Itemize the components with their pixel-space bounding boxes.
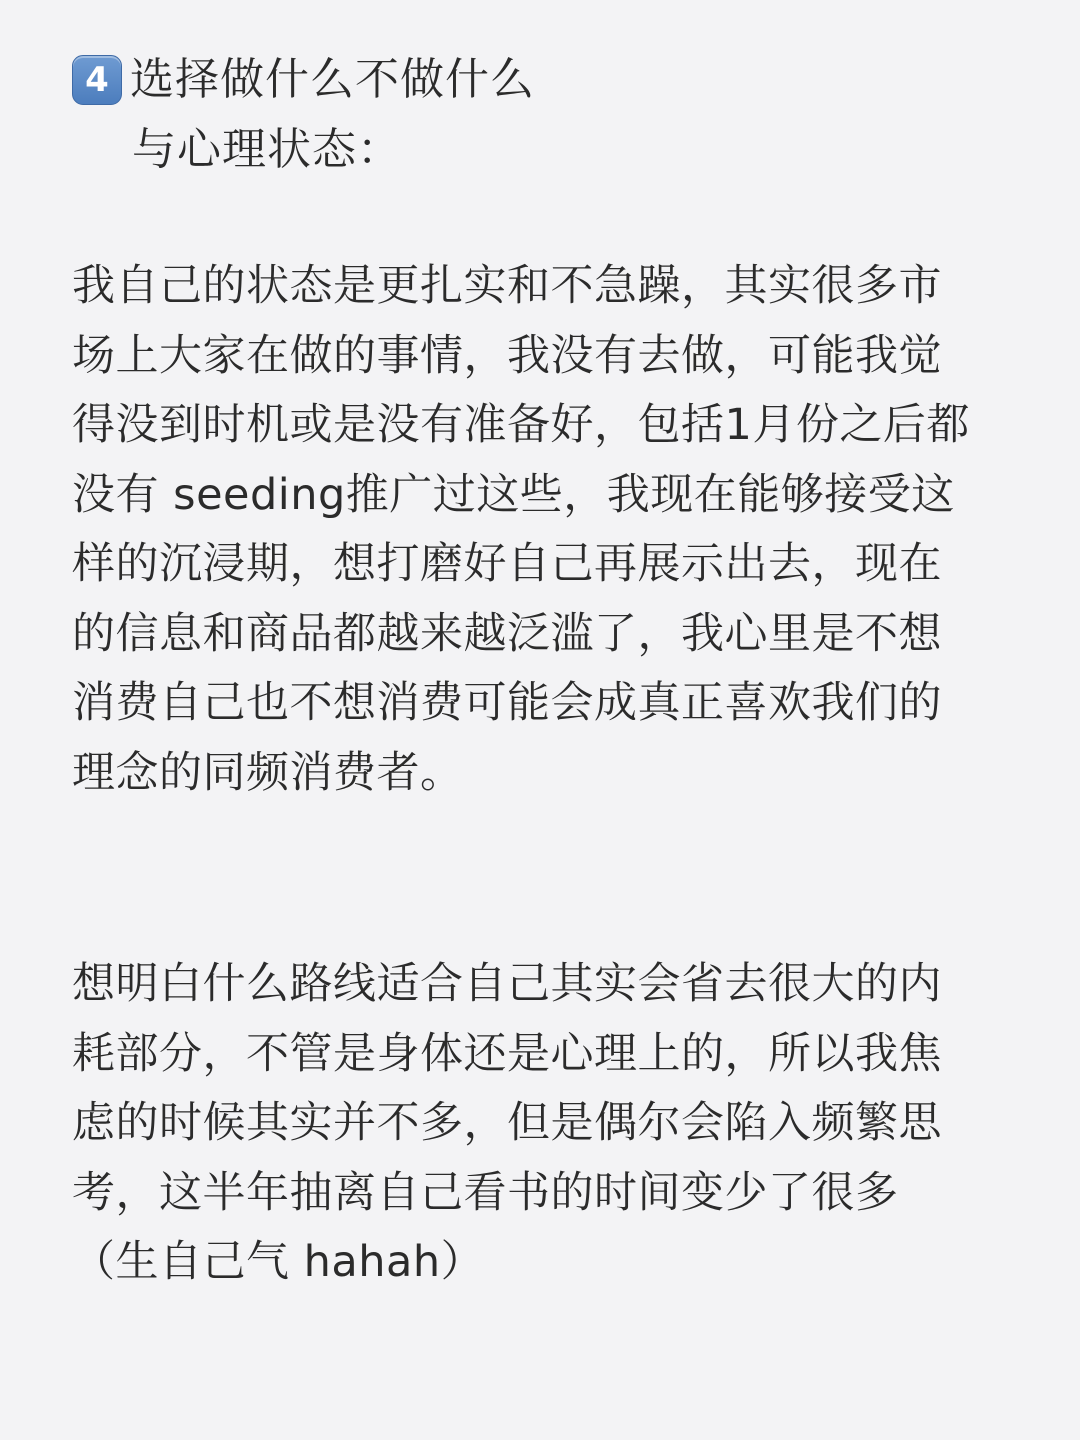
section-title: 选择做什么不做什么 [130,54,535,105]
section-heading [72,50,535,110]
keycap-number: 4 [85,60,109,100]
number-four-keycap-icon [72,55,122,105]
section-subtitle: 与心理状态： [132,124,402,175]
body-paragraph-1: 我自己的状态是更扎实和不急躁，其实很多市场上大家在做的事情，我没有去做，可能我觉得没到时机或是没有准备好，包括1月份之后都没有 seeding推广过这些，我现在能够接受这样的沉浸期，想打磨好自己再展示出去，现在的信息和商品都越来越泛滥了，我心里是不想消费自己也不想消费可能会成真正喜欢我们的理念的同频消费者。 [72,261,970,798]
body-paragraph-2: 想明白什么路线适合自己其实会省去很大的内耗部分，不管是身体还是心理上的，所以我焦虑的时候其实并不多，但是偶尔会陷入频繁思考，这半年抽离自己看书的时间变少了很多（生自己气 hahah） [72,959,942,1287]
